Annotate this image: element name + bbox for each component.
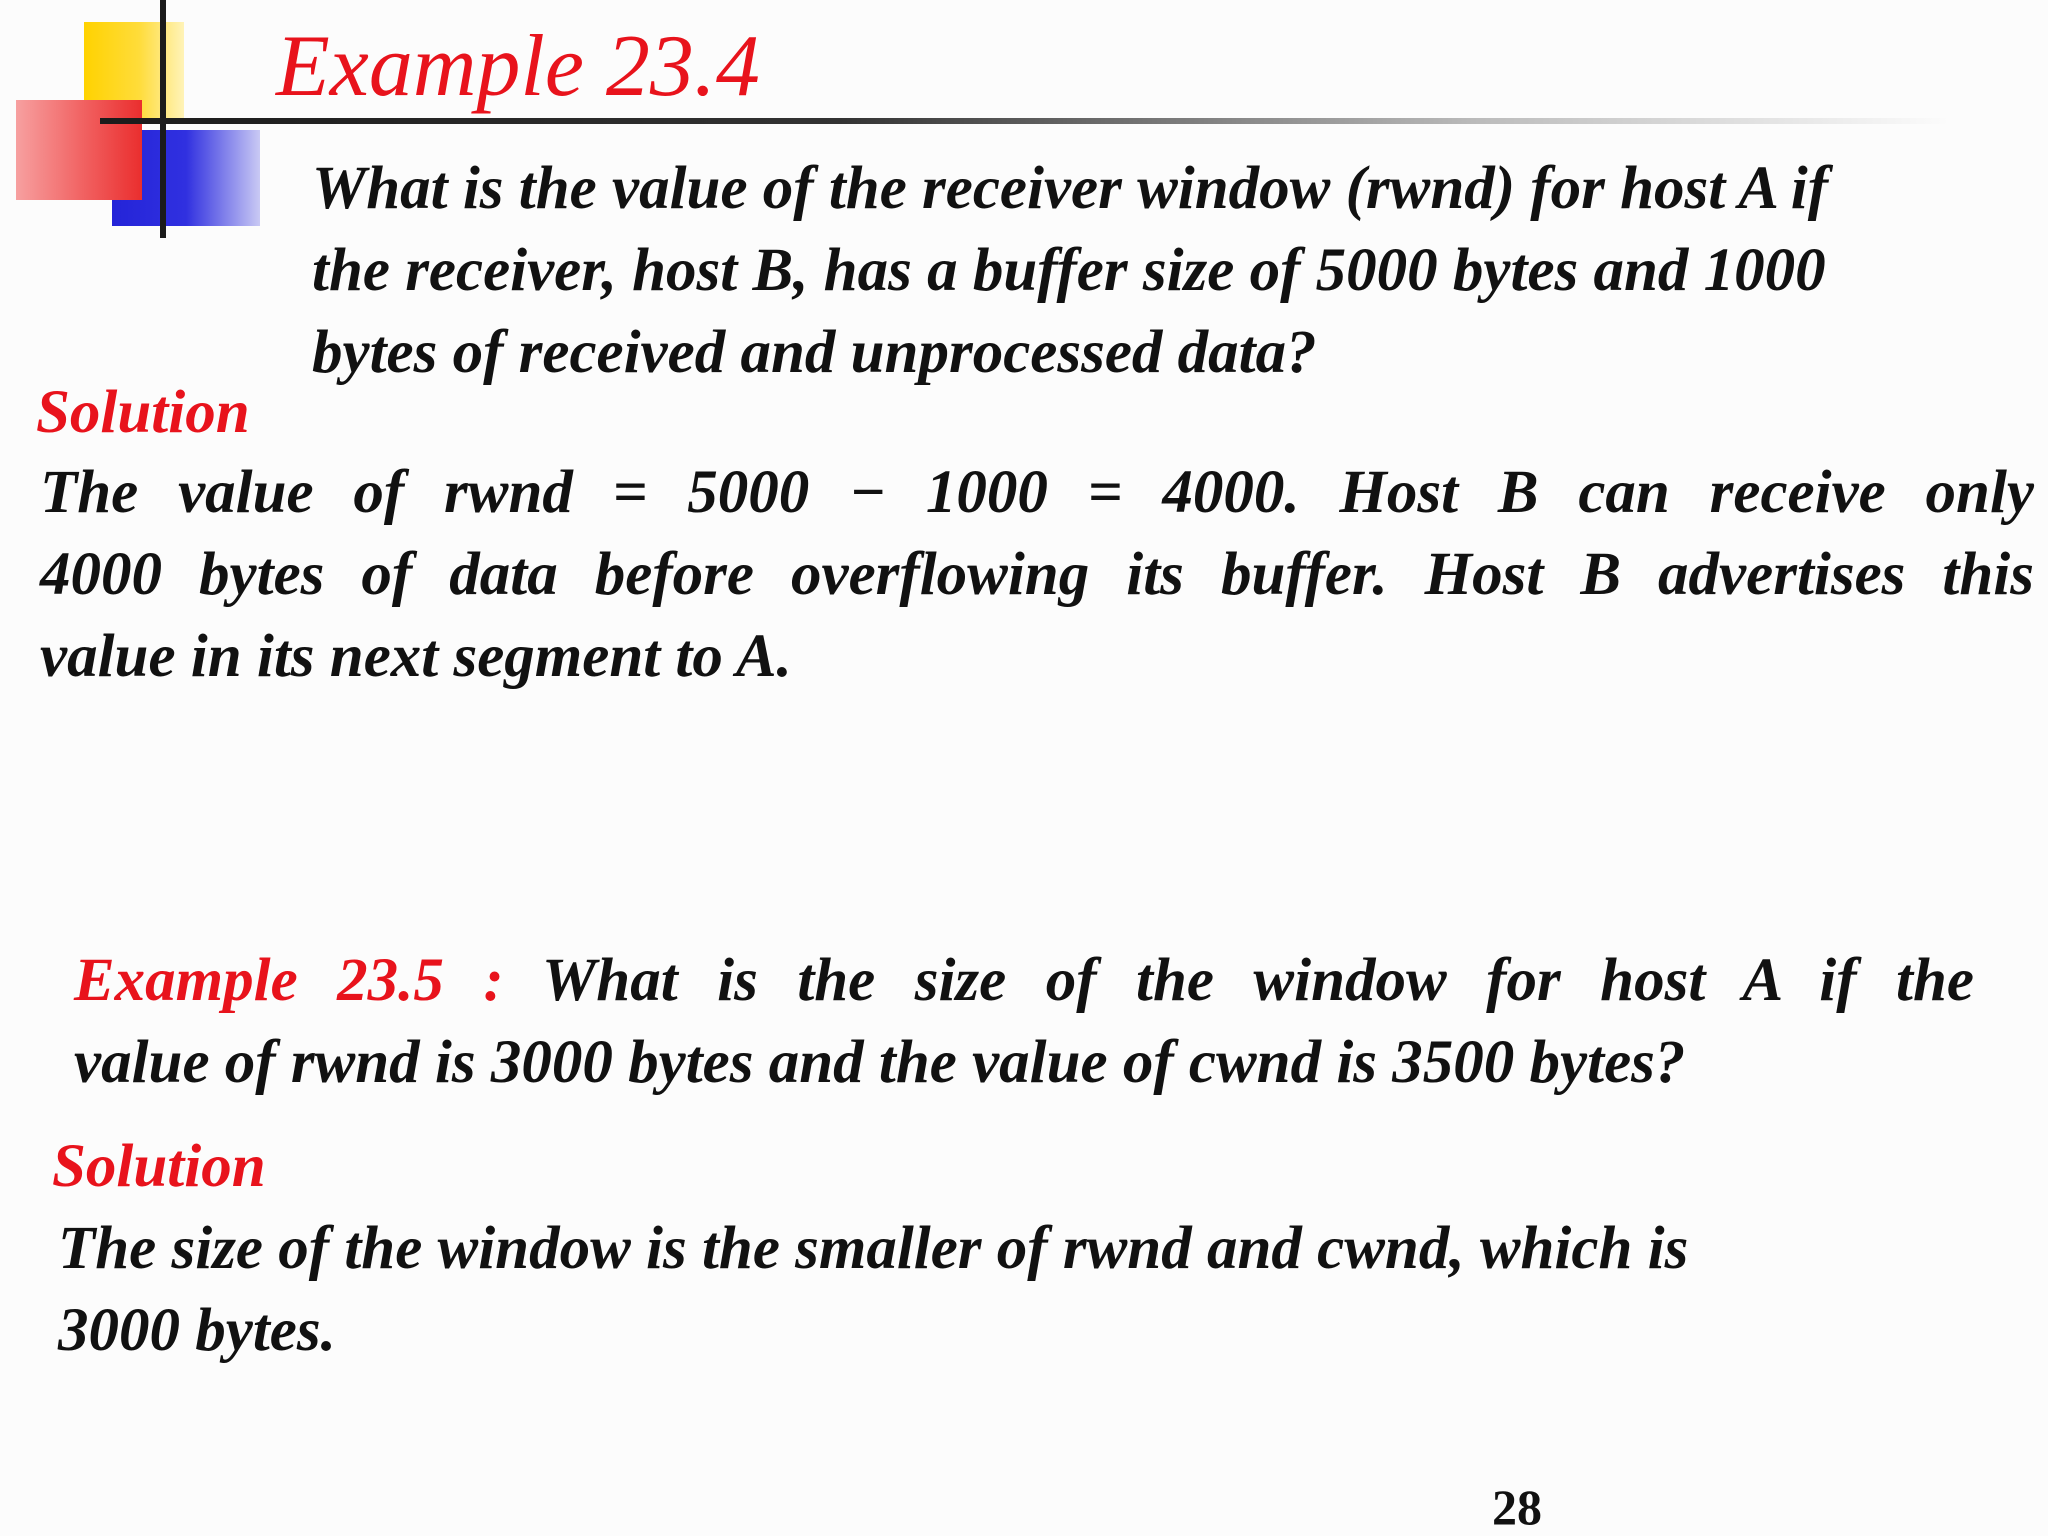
answer-1-line: The value of rwnd = 5000 − 1000 = 4000. Host B can receive only: [40, 459, 2034, 526]
example-2-label: Example 23.5 :: [74, 947, 504, 1014]
answer-1: [40, 452, 2034, 698]
title-underline: [100, 118, 1950, 124]
answer-2: [58, 1208, 2018, 1372]
answer-2-line: 3000 bytes.: [58, 1297, 336, 1364]
question-2-text: What is the size of the window for host A if the: [503, 947, 1974, 1014]
solution-1-label: Solution: [36, 379, 250, 446]
question-1-line: What is the value of the receiver window (rwnd) for host A if: [312, 155, 1829, 222]
answer-1-line: value in its next segment to A.: [40, 623, 792, 690]
answer-1-line: 4000 bytes of data before overflowing its buffer. Host B advertises this: [40, 541, 2034, 608]
answer-2-line: The size of the window is the smaller of rwnd and cwnd, which is: [58, 1215, 1689, 1282]
decor-red-square: [16, 100, 142, 200]
question-2-line: [74, 940, 1974, 1022]
question-1-line: bytes of received and unprocessed data?: [312, 319, 1317, 386]
question-2: [74, 940, 1974, 1104]
page-number: 28: [1492, 1479, 1542, 1535]
question-1: [312, 148, 2024, 394]
question-2-line: value of rwnd is 3000 bytes and the value of cwnd is 3500 bytes?: [74, 1029, 1686, 1096]
question-1-line: the receiver, host B, has a buffer size of 5000 bytes and 1000: [312, 237, 1826, 304]
solution-2-label: Solution: [52, 1133, 266, 1200]
slide-title: Example 23.4: [276, 18, 760, 115]
